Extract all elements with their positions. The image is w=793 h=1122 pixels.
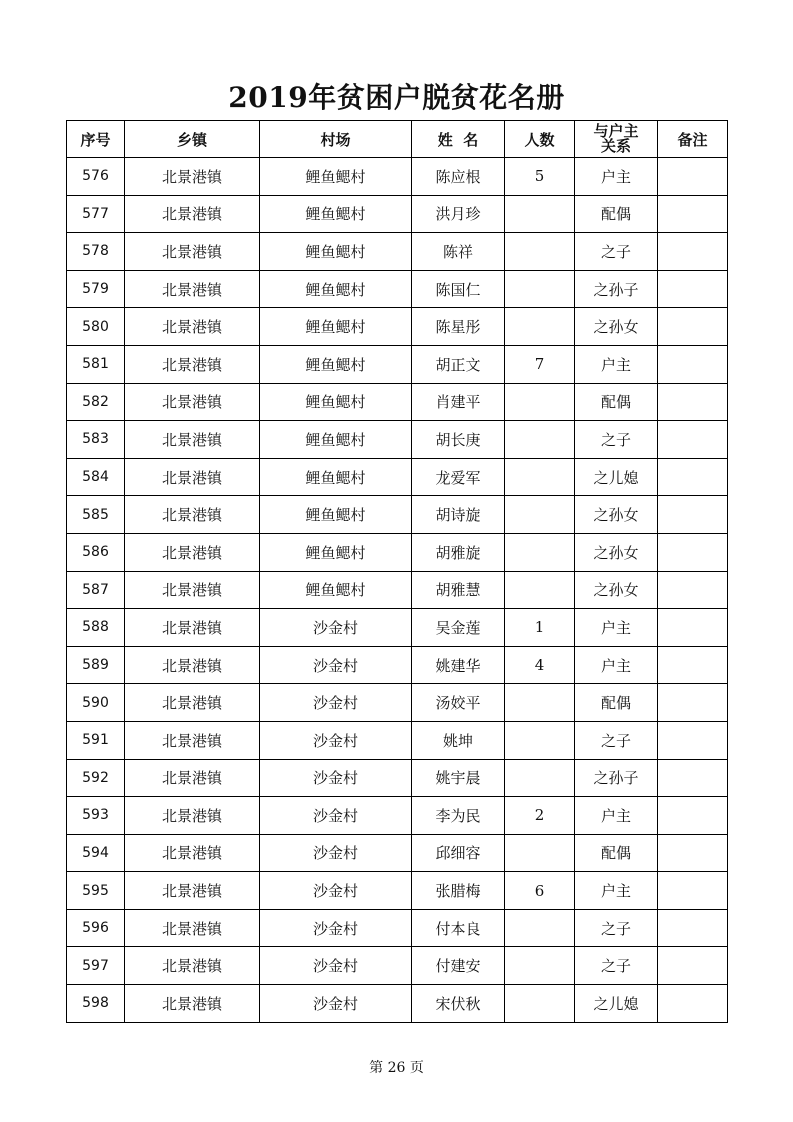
cell-no: 595 bbox=[67, 872, 125, 910]
table-row bbox=[67, 909, 728, 947]
cell-name: 陈应根 bbox=[412, 158, 505, 196]
table-row bbox=[67, 383, 728, 421]
cell-remark bbox=[658, 684, 728, 722]
cell-name: 陈祥 bbox=[412, 233, 505, 271]
cell-name: 张腊梅 bbox=[412, 872, 505, 910]
cell-remark bbox=[658, 947, 728, 985]
cell-relation: 户主 bbox=[575, 158, 658, 196]
table-row bbox=[67, 571, 728, 609]
cell-no: 594 bbox=[67, 834, 125, 872]
cell-village: 沙金村 bbox=[260, 797, 412, 835]
table-row bbox=[67, 609, 728, 647]
cell-town: 北景港镇 bbox=[125, 496, 260, 534]
cell-no: 590 bbox=[67, 684, 125, 722]
cell-relation: 之儿媳 bbox=[575, 458, 658, 496]
roster-body bbox=[67, 158, 728, 1023]
cell-count: 6 bbox=[505, 872, 575, 910]
cell-name: 陈星彤 bbox=[412, 308, 505, 346]
cell-remark bbox=[658, 308, 728, 346]
cell-remark bbox=[658, 233, 728, 271]
cell-relation: 户主 bbox=[575, 872, 658, 910]
cell-village: 沙金村 bbox=[260, 721, 412, 759]
cell-village: 沙金村 bbox=[260, 609, 412, 647]
cell-no: 582 bbox=[67, 383, 125, 421]
cell-remark bbox=[658, 609, 728, 647]
cell-remark bbox=[658, 458, 728, 496]
cell-remark bbox=[658, 834, 728, 872]
cell-name: 胡正文 bbox=[412, 345, 505, 383]
table-row bbox=[67, 270, 728, 308]
table-row bbox=[67, 345, 728, 383]
cell-no: 586 bbox=[67, 533, 125, 571]
cell-count bbox=[505, 909, 575, 947]
cell-town: 北景港镇 bbox=[125, 721, 260, 759]
cell-name: 姚建华 bbox=[412, 646, 505, 684]
cell-no: 584 bbox=[67, 458, 125, 496]
cell-remark bbox=[658, 759, 728, 797]
cell-village: 鲤鱼鳃村 bbox=[260, 158, 412, 196]
table-row bbox=[67, 947, 728, 985]
cell-name: 吴金莲 bbox=[412, 609, 505, 647]
cell-relation: 户主 bbox=[575, 609, 658, 647]
cell-relation: 之孙女 bbox=[575, 571, 658, 609]
cell-count bbox=[505, 985, 575, 1023]
cell-village: 鲤鱼鳃村 bbox=[260, 421, 412, 459]
cell-no: 597 bbox=[67, 947, 125, 985]
cell-relation: 之孙子 bbox=[575, 270, 658, 308]
header-row bbox=[67, 121, 728, 158]
cell-village: 鲤鱼鳃村 bbox=[260, 308, 412, 346]
cell-village: 沙金村 bbox=[260, 759, 412, 797]
cell-relation: 之子 bbox=[575, 909, 658, 947]
cell-name: 陈国仁 bbox=[412, 270, 505, 308]
cell-town: 北景港镇 bbox=[125, 646, 260, 684]
cell-town: 北景港镇 bbox=[125, 195, 260, 233]
cell-no: 596 bbox=[67, 909, 125, 947]
cell-town: 北景港镇 bbox=[125, 797, 260, 835]
cell-relation: 之孙女 bbox=[575, 533, 658, 571]
table-row bbox=[67, 797, 728, 835]
cell-village: 鲤鱼鳃村 bbox=[260, 496, 412, 534]
cell-remark bbox=[658, 345, 728, 383]
cell-relation: 之儿媳 bbox=[575, 985, 658, 1023]
cell-relation: 之子 bbox=[575, 721, 658, 759]
cell-town: 北景港镇 bbox=[125, 834, 260, 872]
cell-count bbox=[505, 233, 575, 271]
header-town: 乡镇 bbox=[125, 121, 260, 158]
cell-town: 北景港镇 bbox=[125, 571, 260, 609]
header-relation-line2: 关系 bbox=[600, 137, 631, 155]
cell-village: 鲤鱼鳃村 bbox=[260, 383, 412, 421]
cell-count: 2 bbox=[505, 797, 575, 835]
cell-name: 胡长庚 bbox=[412, 421, 505, 459]
header-relation-line1: 与户主 bbox=[593, 122, 639, 140]
cell-no: 588 bbox=[67, 609, 125, 647]
cell-name: 宋伏秋 bbox=[412, 985, 505, 1023]
cell-no: 589 bbox=[67, 646, 125, 684]
cell-name: 胡雅慧 bbox=[412, 571, 505, 609]
cell-name: 汤姣平 bbox=[412, 684, 505, 722]
cell-village: 鲤鱼鳃村 bbox=[260, 345, 412, 383]
cell-count bbox=[505, 721, 575, 759]
table-row bbox=[67, 646, 728, 684]
table-row bbox=[67, 684, 728, 722]
roster-table bbox=[66, 120, 728, 1023]
cell-village: 沙金村 bbox=[260, 646, 412, 684]
cell-count bbox=[505, 270, 575, 308]
cell-village: 沙金村 bbox=[260, 909, 412, 947]
cell-relation: 之子 bbox=[575, 233, 658, 271]
cell-town: 北景港镇 bbox=[125, 872, 260, 910]
table-row bbox=[67, 158, 728, 196]
cell-relation: 配偶 bbox=[575, 195, 658, 233]
cell-village: 沙金村 bbox=[260, 834, 412, 872]
cell-remark bbox=[658, 721, 728, 759]
cell-town: 北景港镇 bbox=[125, 345, 260, 383]
cell-town: 北景港镇 bbox=[125, 609, 260, 647]
cell-no: 580 bbox=[67, 308, 125, 346]
cell-town: 北景港镇 bbox=[125, 308, 260, 346]
cell-count bbox=[505, 383, 575, 421]
cell-relation: 配偶 bbox=[575, 684, 658, 722]
cell-remark bbox=[658, 646, 728, 684]
cell-name: 胡诗旋 bbox=[412, 496, 505, 534]
cell-name: 肖建平 bbox=[412, 383, 505, 421]
cell-relation: 之子 bbox=[575, 421, 658, 459]
cell-relation: 户主 bbox=[575, 646, 658, 684]
cell-name: 洪月珍 bbox=[412, 195, 505, 233]
header-no: 序号 bbox=[67, 121, 125, 158]
cell-remark bbox=[658, 985, 728, 1023]
cell-town: 北景港镇 bbox=[125, 421, 260, 459]
cell-village: 沙金村 bbox=[260, 985, 412, 1023]
cell-name: 付建安 bbox=[412, 947, 505, 985]
table-row bbox=[67, 308, 728, 346]
cell-count bbox=[505, 421, 575, 459]
page-number: 第 26 页 bbox=[369, 1060, 424, 1076]
cell-name: 付本良 bbox=[412, 909, 505, 947]
cell-name: 邱细容 bbox=[412, 834, 505, 872]
cell-town: 北景港镇 bbox=[125, 233, 260, 271]
cell-remark bbox=[658, 909, 728, 947]
cell-remark bbox=[658, 872, 728, 910]
cell-count bbox=[505, 533, 575, 571]
cell-village: 鲤鱼鳃村 bbox=[260, 571, 412, 609]
cell-count bbox=[505, 947, 575, 985]
table-row bbox=[67, 872, 728, 910]
cell-no: 585 bbox=[67, 496, 125, 534]
cell-count bbox=[505, 308, 575, 346]
cell-count bbox=[505, 458, 575, 496]
cell-town: 北景港镇 bbox=[125, 383, 260, 421]
cell-no: 598 bbox=[67, 985, 125, 1023]
cell-remark bbox=[658, 195, 728, 233]
cell-count: 5 bbox=[505, 158, 575, 196]
header-remark: 备注 bbox=[658, 121, 728, 158]
cell-count: 4 bbox=[505, 646, 575, 684]
cell-village: 鲤鱼鳃村 bbox=[260, 233, 412, 271]
cell-count bbox=[505, 759, 575, 797]
cell-no: 593 bbox=[67, 797, 125, 835]
table-row bbox=[67, 533, 728, 571]
cell-remark bbox=[658, 496, 728, 534]
cell-town: 北景港镇 bbox=[125, 458, 260, 496]
cell-village: 沙金村 bbox=[260, 684, 412, 722]
cell-village: 鲤鱼鳃村 bbox=[260, 195, 412, 233]
cell-count bbox=[505, 571, 575, 609]
cell-relation: 之孙子 bbox=[575, 759, 658, 797]
cell-town: 北景港镇 bbox=[125, 759, 260, 797]
cell-name: 胡雅旋 bbox=[412, 533, 505, 571]
cell-town: 北景港镇 bbox=[125, 158, 260, 196]
cell-relation: 之子 bbox=[575, 947, 658, 985]
header-village: 村场 bbox=[260, 121, 412, 158]
cell-village: 沙金村 bbox=[260, 947, 412, 985]
cell-count bbox=[505, 195, 575, 233]
cell-remark bbox=[658, 571, 728, 609]
cell-no: 576 bbox=[67, 158, 125, 196]
table-row bbox=[67, 195, 728, 233]
cell-remark bbox=[658, 797, 728, 835]
cell-name: 姚宇晨 bbox=[412, 759, 505, 797]
cell-count bbox=[505, 834, 575, 872]
cell-no: 583 bbox=[67, 421, 125, 459]
cell-count: 7 bbox=[505, 345, 575, 383]
cell-no: 591 bbox=[67, 721, 125, 759]
cell-village: 鲤鱼鳃村 bbox=[260, 458, 412, 496]
table-row bbox=[67, 496, 728, 534]
cell-no: 577 bbox=[67, 195, 125, 233]
table-row bbox=[67, 834, 728, 872]
table-row bbox=[67, 421, 728, 459]
table-row bbox=[67, 759, 728, 797]
cell-town: 北景港镇 bbox=[125, 909, 260, 947]
cell-remark bbox=[658, 383, 728, 421]
header-name: 姓 名 bbox=[412, 121, 505, 158]
cell-remark bbox=[658, 533, 728, 571]
cell-relation: 户主 bbox=[575, 345, 658, 383]
table-row bbox=[67, 985, 728, 1023]
cell-town: 北景港镇 bbox=[125, 684, 260, 722]
cell-village: 鲤鱼鳃村 bbox=[260, 533, 412, 571]
cell-town: 北景港镇 bbox=[125, 985, 260, 1023]
cell-village: 沙金村 bbox=[260, 872, 412, 910]
cell-count: 1 bbox=[505, 609, 575, 647]
cell-remark bbox=[658, 421, 728, 459]
cell-town: 北景港镇 bbox=[125, 533, 260, 571]
table-row bbox=[67, 458, 728, 496]
cell-no: 587 bbox=[67, 571, 125, 609]
cell-count bbox=[505, 496, 575, 534]
cell-count bbox=[505, 684, 575, 722]
header-count: 人数 bbox=[505, 121, 575, 158]
header-relation bbox=[575, 121, 658, 158]
table-row bbox=[67, 233, 728, 271]
cell-remark bbox=[658, 270, 728, 308]
cell-no: 592 bbox=[67, 759, 125, 797]
cell-name: 李为民 bbox=[412, 797, 505, 835]
cell-village: 鲤鱼鳃村 bbox=[260, 270, 412, 308]
cell-name: 龙爱军 bbox=[412, 458, 505, 496]
cell-no: 581 bbox=[67, 345, 125, 383]
cell-relation: 户主 bbox=[575, 797, 658, 835]
cell-town: 北景港镇 bbox=[125, 947, 260, 985]
cell-town: 北景港镇 bbox=[125, 270, 260, 308]
cell-no: 578 bbox=[67, 233, 125, 271]
cell-remark bbox=[658, 158, 728, 196]
cell-no: 579 bbox=[67, 270, 125, 308]
cell-name: 姚坤 bbox=[412, 721, 505, 759]
cell-relation: 配偶 bbox=[575, 383, 658, 421]
cell-relation: 之孙女 bbox=[575, 308, 658, 346]
cell-relation: 之孙女 bbox=[575, 496, 658, 534]
page-title: 2019年贫困户脱贫花名册 bbox=[228, 81, 565, 114]
table-row bbox=[67, 721, 728, 759]
cell-relation: 配偶 bbox=[575, 834, 658, 872]
